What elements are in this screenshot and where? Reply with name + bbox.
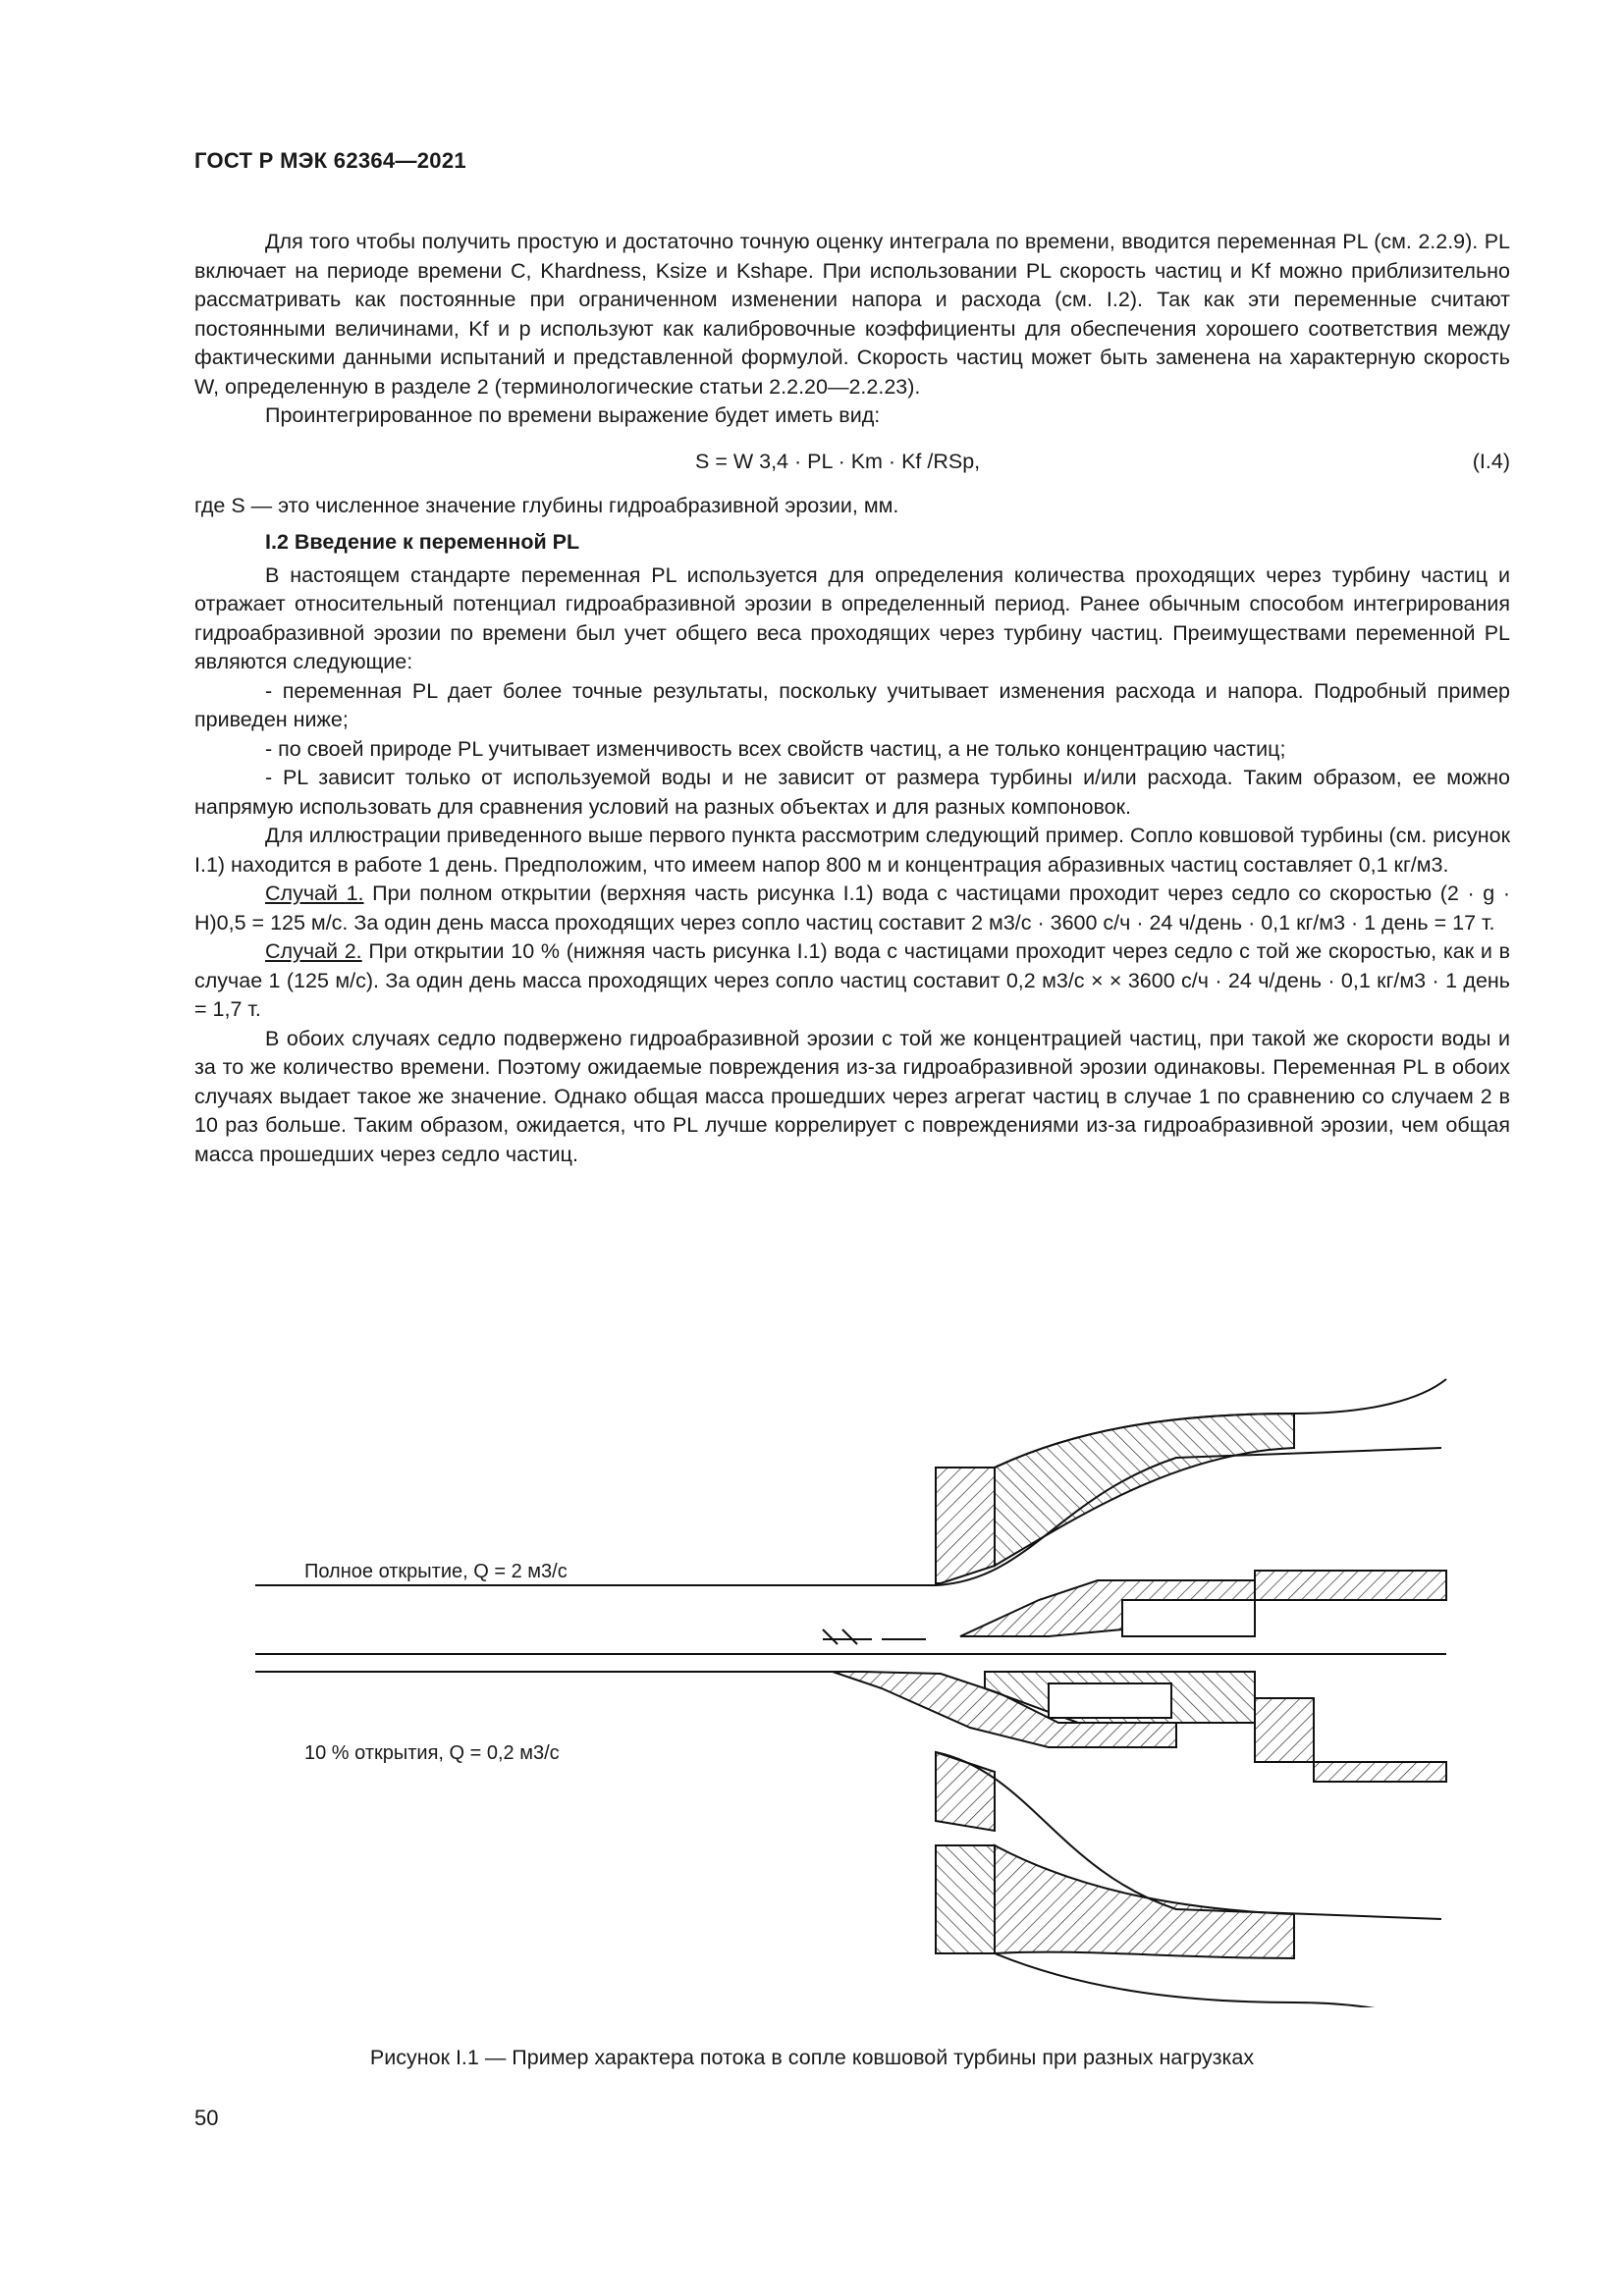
document-header: ГОСТ Р МЭК 62364—2021 (194, 148, 466, 173)
case-1-label: Случай 1. (265, 881, 364, 905)
figure-label-partial-opening: 10 % открытия, Q = 0,2 м3/с (304, 1742, 560, 1764)
case-2-text: При открытии 10 % (нижняя часть рисунка I.1) вода с частицами проходит через седло с той же скоростью, как и в случае 1 (125 м/с). За один день масса проходящих через сопло частиц составит 0,2 м3/с × × 3600 с/ч · 24 ч/день · 0,1 кг/м3 · 1 день = 1,7 т. (194, 939, 1510, 1021)
formula-expression: S = W 3,4 · PL · Km · Kf /RSp, (695, 449, 981, 473)
paragraph-pl-intro: В настоящем стандарте переменная PL используется для определения количества проходящих через турбину частиц и отражает относительный потенциал гидроабразивной эрозии в определенный период. Ранее обычным способом интегрирования гидроабразивной эрозии по времени был учет общего веса проходящих через турбину частиц. Преимуществами переменной PL являются следующие: (194, 562, 1510, 673)
list-item: - переменная PL дает более точные результаты, поскольку учитывает изменения расхода и напора. Подробный пример приведен ниже; (194, 678, 1510, 731)
list-item: - PL зависит только от используемой воды и не зависит от размера турбины и/или расхода. Таким образом, ее можно напрямую использовать для сравнения условий на разных объектах и для разных компоновок. (194, 766, 1510, 819)
paragraph-lead-formula: Проинтегрированное по времени выражение будет иметь вид: (265, 403, 881, 427)
case-1-text: При полном открытии (верхняя часть рисунка I.1) вода с частицами проходит через седло со скоростью (2 · g · H)0,5 = 125 м/с. За один день масса проходящих через сопло частиц составит 2 м3/с · 3600 с/ч · 24 ч/день · 0,1 кг/м3 · 1 день = 17 т. (194, 881, 1510, 934)
figure-label-full-opening: Полное открытие, Q = 2 м3/с (304, 1561, 568, 1582)
document-body (194, 228, 1510, 1169)
paragraph-case-2 (194, 937, 1510, 1025)
case-2-label: Случай 2. (265, 939, 362, 963)
paragraph-where: где S — это численное значение глубины гидроабразивной эрозии, мм. (194, 493, 899, 517)
list-item: - по своей природе PL учитывает изменчивость всех свойств частиц, а не только концентрацию частиц; (265, 736, 1286, 761)
lower-housing (936, 1845, 995, 1953)
formula-i4 (194, 431, 1510, 492)
nozzle-drawing (194, 1360, 1471, 2007)
page-number: 50 (194, 2106, 219, 2130)
paragraph-case-1 (194, 880, 1510, 937)
formula-number: (I.4) (1472, 449, 1510, 473)
paragraph-example: Для иллюстрации приведенного выше первого пункта рассмотрим следующий пример. Сопло ковшовой турбины (см. рисунок I.1) находится в работе 1 день. Предположим, что имеем напор 800 м и концентрация абразивных частиц составляет 0,1 кг/м3. (194, 824, 1510, 877)
figure-nozzle (194, 1360, 1471, 2007)
figure-caption: Рисунок I.1 — Пример характера потока в сопле ковшовой турбины при разных нагрузках (369, 2046, 1255, 2069)
upper-housing (936, 1468, 995, 1583)
paragraph-intro: Для того чтобы получить простую и достаточно точную оценку интеграла по времени, вводится переменная PL (см. 2.2.9). PL включает на периоде времени C, Khardness, Ksize и Kshape. При использовании PL скорость частиц и Kf можно приблизительно рассматривать как постоянные при ограниченном изменении напора и расхода (см. I.2). Так как эти переменные считают постоянными величинами, Kf и p используют как калибровочные коэффициенты для обеспечения хорошего соответствия между фактическими данными испытаний и представленной формулой. Скорость частиц может быть заменена на характерную скорость W, определенную в разделе 2 (терминологические статьи 2.2.20—2.2.23). (194, 230, 1510, 399)
paragraph-conclusion: В обоих случаях седло подвержено гидроабразивной эрозии с той же концентрацией частиц, при такой же скорости воды и за то же количество времени. Поэтому ожидаемые повреждения из-за гидроабразивной эрозии одинаковы. Переменная PL в обоих случаях выдает такое же значение. Однако общая масса прошедших через агрегат частиц в случае 1 по сравнению со случаем 2 в 10 раз больше. Таким образом, ожидается, что PL лучше коррелирует с повреждениями из-за гидроабразивной эрозии, чем общая масса прошедших через седло частиц. (194, 1026, 1510, 1166)
section-heading: I.2 Введение к переменной PL (265, 530, 580, 554)
